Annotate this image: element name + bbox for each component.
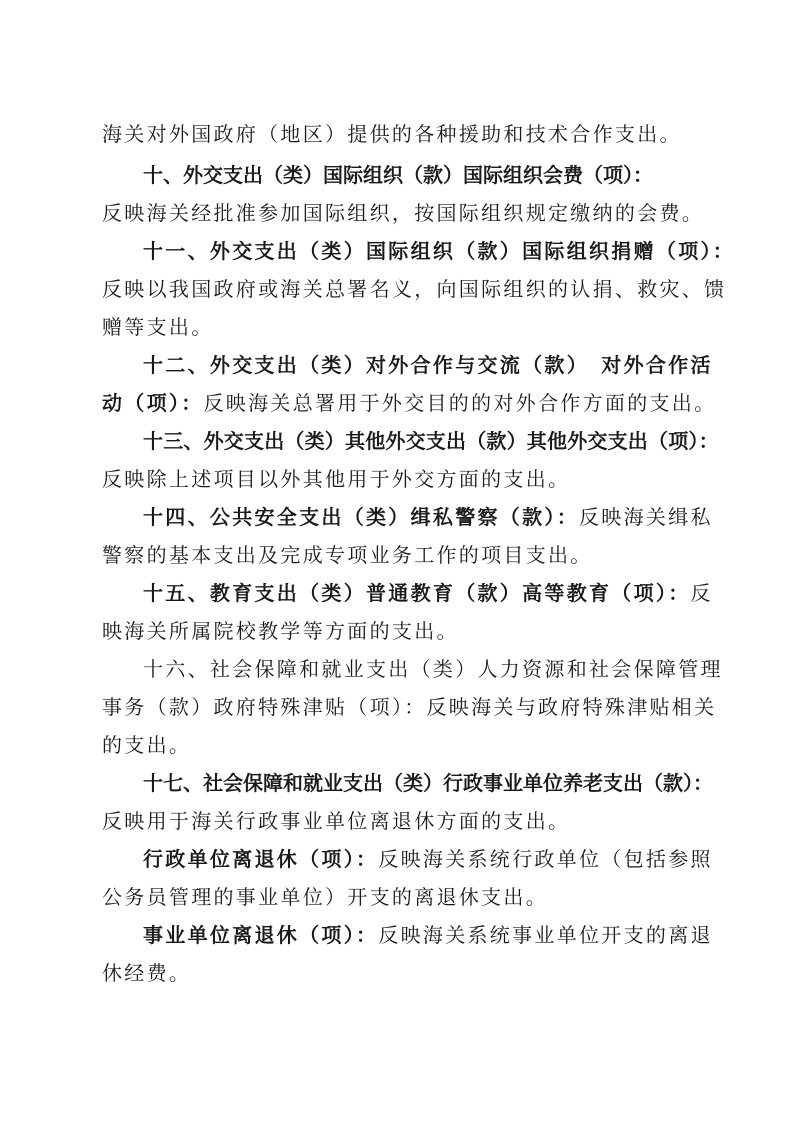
paragraph-heading-line [143, 421, 719, 461]
text-line [102, 535, 700, 575]
body-text: 反 [690, 581, 713, 605]
section-heading-13: 十三、外交支出（类）其他外交支出（款）其他外交支出（项）： [143, 429, 719, 453]
body-text: 反映除上述项目以外其他用于外交方面的支出。 [102, 467, 571, 491]
body-text: 事务（款）政府特殊津贴（项）：反映海关与政府特殊津贴相关 [102, 695, 717, 719]
body-text: 反映以我国政府或海关总署名义，向国际组织的认捐、救灾、馈 [102, 277, 727, 301]
text-line [102, 459, 700, 499]
text-line [102, 269, 727, 309]
paragraph-heading-line [143, 839, 713, 879]
section-heading-10: 十、外交支出（类）国际组织（款）国际组织会费（项）： [143, 163, 653, 187]
body-text: 反映用于海关行政事业单位离退休方面的支出。 [102, 809, 571, 833]
text-line [143, 649, 723, 689]
paragraph-heading-line [143, 231, 736, 271]
body-text: 反映海关系统事业单位开支的离退 [378, 923, 713, 947]
section-heading-17: 十七、社会保障和就业支出（类）行政事业单位养老支出（款）： [143, 771, 713, 795]
body-text: 映海关所属院校教学等方面的支出。 [102, 619, 459, 643]
section-heading-15: 十五、教育支出（类）普通教育（款）高等教育（项）： [143, 581, 691, 605]
paragraph-heading-line [143, 155, 700, 195]
text-line [102, 114, 700, 154]
text-line [102, 611, 700, 651]
paragraph-heading-line [143, 573, 713, 613]
section-heading-12-cont: 动（项）： [102, 391, 204, 415]
section-heading-11: 十一、外交支出（类）国际组织（款）国际组织捐赠（项）： [143, 239, 736, 263]
body-text: 休经费。 [102, 961, 192, 985]
paragraph-heading-line [143, 497, 713, 537]
paragraph-heading-line [143, 345, 713, 385]
text-line [102, 953, 700, 993]
body-text: 警察的基本支出及完成专项业务工作的项目支出。 [102, 543, 593, 567]
section-heading-14: 十四、公共安全支出（类）缉私警察（款）： [143, 505, 579, 529]
subsection-heading-admin-retirement: 行政单位离退休（项）： [143, 847, 379, 871]
body-text: 赠等支出。 [102, 315, 214, 339]
text-line [102, 801, 700, 841]
subsection-heading-institution-retirement: 事业单位离退休（项）： [143, 923, 379, 947]
body-text: 反映海关缉私 [579, 505, 713, 529]
text-line [102, 383, 717, 423]
paragraph-heading-line [143, 915, 713, 955]
body-text: 公务员管理的事业单位）开支的离退休支出。 [102, 885, 548, 909]
body-text: 十六、社会保障和就业支出（类）人力资源和社会保障管理 [143, 657, 723, 681]
body-text: 的支出。 [102, 733, 192, 757]
body-text: 海关对外国政府（地区）提供的各种援助和技术合作支出。 [102, 122, 682, 146]
section-heading-12: 十二、外交支出（类）对外合作与交流（款） 对外合作活 [143, 353, 713, 377]
text-line [102, 687, 717, 727]
body-text: 反映海关总署用于外交目的的对外合作方面的支出。 [203, 391, 717, 415]
text-line [102, 725, 700, 765]
paragraph-heading-line [143, 763, 713, 803]
text-line [102, 307, 700, 347]
body-text: 反映海关系统行政单位（包括参照 [378, 847, 713, 871]
text-line [102, 193, 705, 233]
text-line [102, 877, 700, 917]
body-text: 反映海关经批准参加国际组织，按国际组织规定缴纳的会费。 [102, 201, 705, 225]
